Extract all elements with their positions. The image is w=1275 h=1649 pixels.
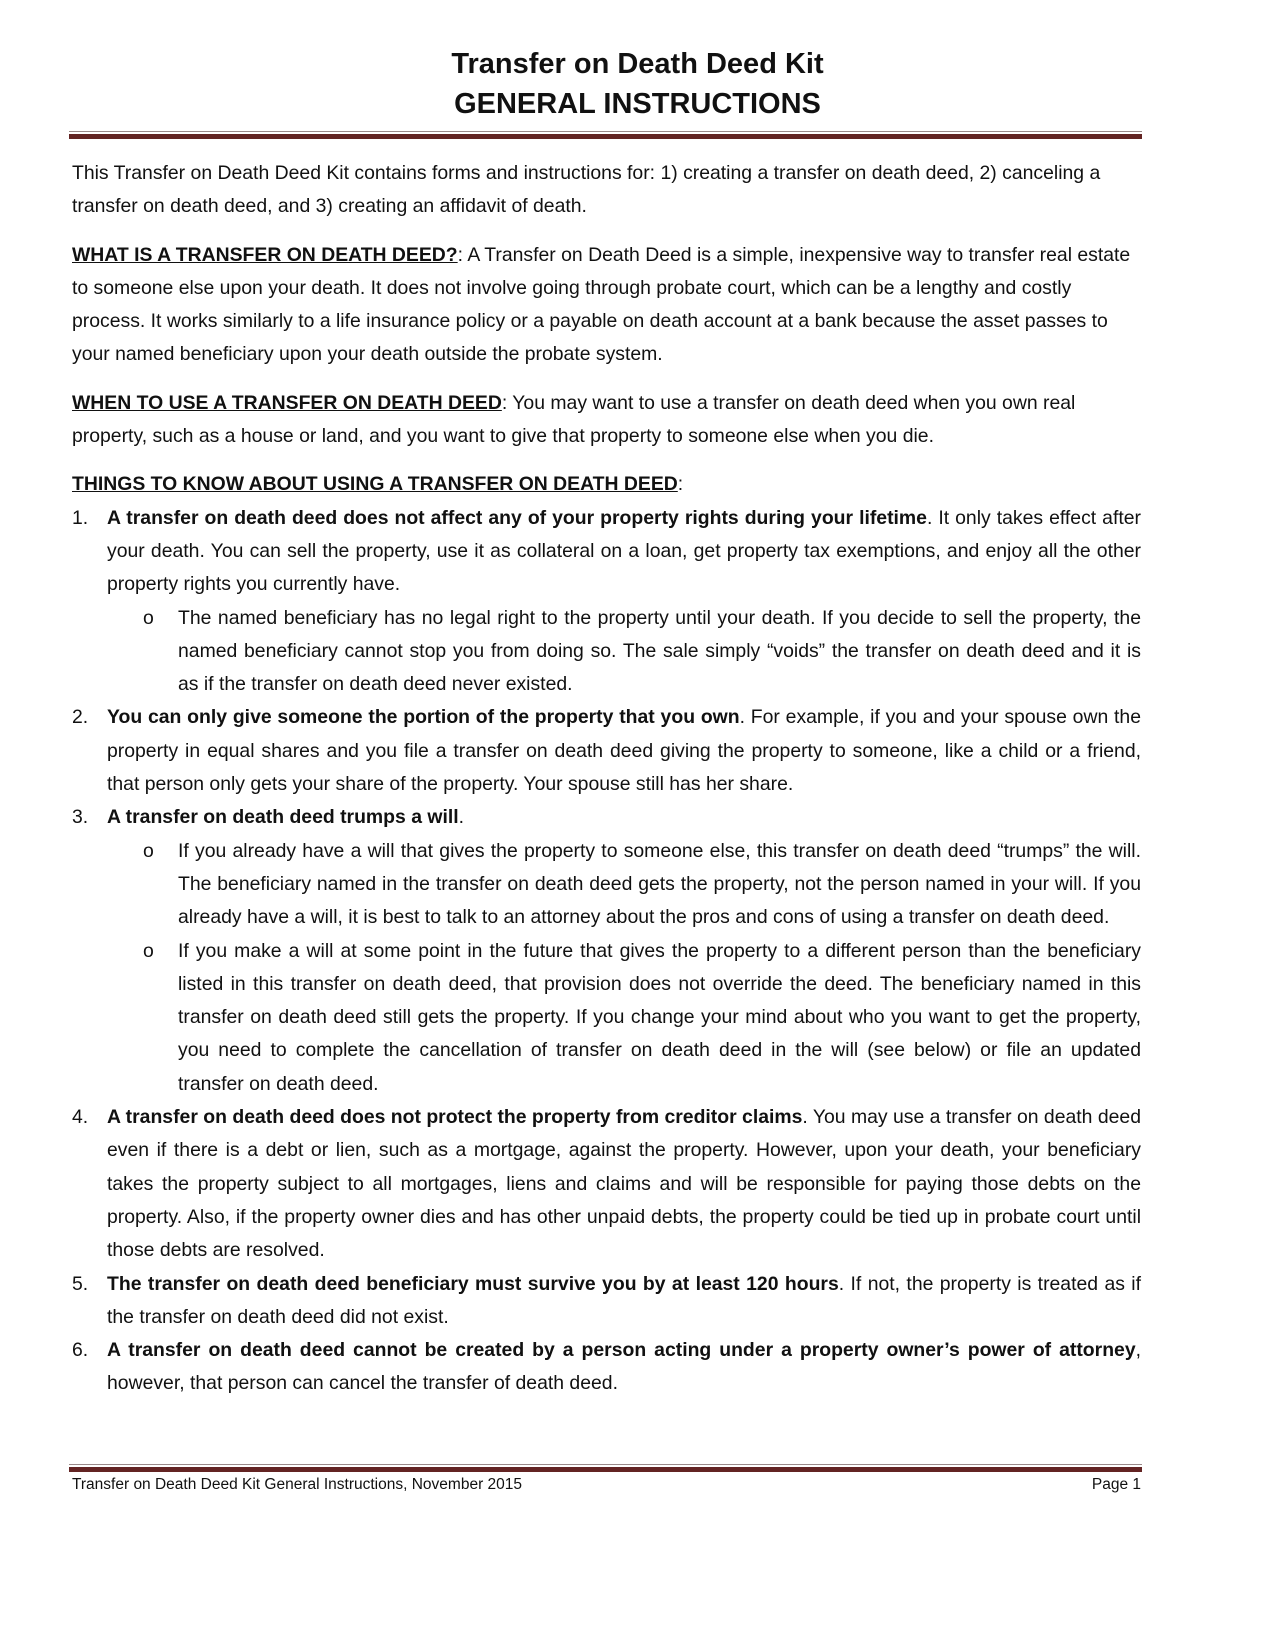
item-bold-lead: A transfer on death deed does not protect the property from creditor claims xyxy=(107,1106,803,1129)
bullet-icon: o xyxy=(143,939,154,962)
sub-bullet-item xyxy=(72,835,1141,935)
list-item xyxy=(72,701,1141,801)
what-text: : A Transfer on Death Deed is a simple, inexpensive way to transfer real estate to someone else upon your death. It does not involve going through probate court, which can be a lengthy and costly process. It works similarly to a life insurance policy or a payable on death account at a bank because the asset passes to your named beneficiary upon your death outside the probate system. xyxy=(72,243,1131,366)
title-line-2: GENERAL INSTRUCTIONS xyxy=(454,88,821,120)
things-heading: THINGS TO KNOW ABOUT USING A TRANSFER ON DEATH DEED xyxy=(72,473,678,496)
list-item xyxy=(72,1101,1141,1267)
item-number: 4. xyxy=(72,1106,89,1129)
footer-rule xyxy=(69,1464,1142,1472)
page-number: Page 1 xyxy=(1091,1476,1141,1493)
item-text: . For example, if you and your spouse own the property in equal shares and you file a transfer on death deed giving the property to someone, like a child or a friend, that person only gets your share of the property. Your spouse still has her share. xyxy=(107,706,1141,796)
when-text: : You may want to use a transfer on death deed when you own real property, such as a house or land, and you want to give that property to someone else when you die. xyxy=(72,391,1076,448)
item-text: , however, that person can cancel the transfer of death deed. xyxy=(107,1339,1141,1395)
what-heading: WHAT IS A TRANSFER ON DEATH DEED? xyxy=(72,243,458,266)
when-paragraph xyxy=(72,387,1141,454)
list-item xyxy=(72,801,1141,1101)
things-list xyxy=(72,502,1141,1401)
body-content xyxy=(72,157,1141,1401)
header-rule xyxy=(69,131,1142,139)
item-number: 2. xyxy=(72,706,89,729)
page-title xyxy=(0,44,1275,124)
page-footer xyxy=(72,1476,1141,1494)
title-line-1: Transfer on Death Deed Kit xyxy=(451,48,824,80)
list-item xyxy=(72,1334,1141,1401)
sub-bullet-text: If you make a will at some point in the future that gives the property to a different person than the beneficiary listed in this transfer on death deed, that provision does not override the deed. The beneficiary named in this transfer on death deed still gets the property. If you change your mind about who you want to get the property, you need to complete the cancellation of transfer on death deed in the will (see below) or file an updated transfer on death deed. xyxy=(178,939,1141,1095)
bullet-icon: o xyxy=(143,606,154,629)
item-number: 5. xyxy=(72,1272,89,1295)
footer-title: Transfer on Death Deed Kit General Instructions, November 2015 xyxy=(72,1476,523,1493)
item-bold-lead: A transfer on death deed does not affect any of your property rights during your lifetime xyxy=(107,506,927,529)
item-bold-lead: A transfer on death deed cannot be created by a person acting under a property owner’s power of attorney xyxy=(107,1339,1136,1362)
item-number: 1. xyxy=(72,506,89,529)
item-number: 3. xyxy=(72,806,89,829)
things-heading-line xyxy=(72,468,1141,501)
list-item xyxy=(72,1268,1141,1335)
item-text: . xyxy=(458,806,464,829)
what-paragraph xyxy=(72,239,1141,372)
item-number: 6. xyxy=(72,1339,89,1362)
sub-bullet-text: The named beneficiary has no legal right to the property until your death. If you decide to sell the property, the named beneficiary cannot stop you from doing so. The sale simply “voids” the transfer on death deed and it is as if the transfer on death deed never existed. xyxy=(178,606,1141,696)
list-item xyxy=(72,502,1141,702)
item-text: . If not, the property is treated as if the transfer on death deed did not exist. xyxy=(107,1272,1141,1328)
item-bold-lead: A transfer on death deed trumps a will xyxy=(107,806,459,829)
bullet-icon: o xyxy=(143,839,154,862)
item-bold-lead: The transfer on death deed beneficiary must survive you by at least 120 hours xyxy=(107,1272,839,1295)
item-text: . It only takes effect after your death. You can sell the property, use it as collateral on a loan, get property tax exemptions, and enjoy all the other property rights you currently have. xyxy=(107,506,1141,596)
item-bold-lead: You can only give someone the portion of the property that you own xyxy=(107,706,740,729)
sub-bullet-item xyxy=(72,935,1141,1101)
sub-bullet-item xyxy=(72,602,1141,702)
things-colon: : xyxy=(677,473,684,496)
when-heading: WHEN TO USE A TRANSFER ON DEATH DEED xyxy=(72,391,502,414)
sub-bullet-text: If you already have a will that gives the property to someone else, this transfer on death deed “trumps” the will. The beneficiary named in the transfer on death deed gets the property, not the person named in your will. If you already have a will, it is best to talk to an attorney about the pros and cons of using a transfer on death deed. xyxy=(178,839,1141,929)
item-text: . You may use a transfer on death deed even if there is a debt or lien, such as a mortgage, against the property. However, upon your death, your beneficiary takes the property subject to all mortgages, liens and claims and will be responsible for paying those debts on the property. Also, if the property owner dies and has other unpaid debts, the property could be tied up in probate court until those debts are resolved. xyxy=(107,1106,1141,1262)
intro-paragraph: This Transfer on Death Deed Kit contains forms and instructions for: 1) creating a transfer on death deed, 2) canceling a transfer on death deed, and 3) creating an affidavit of death. xyxy=(72,162,1101,218)
